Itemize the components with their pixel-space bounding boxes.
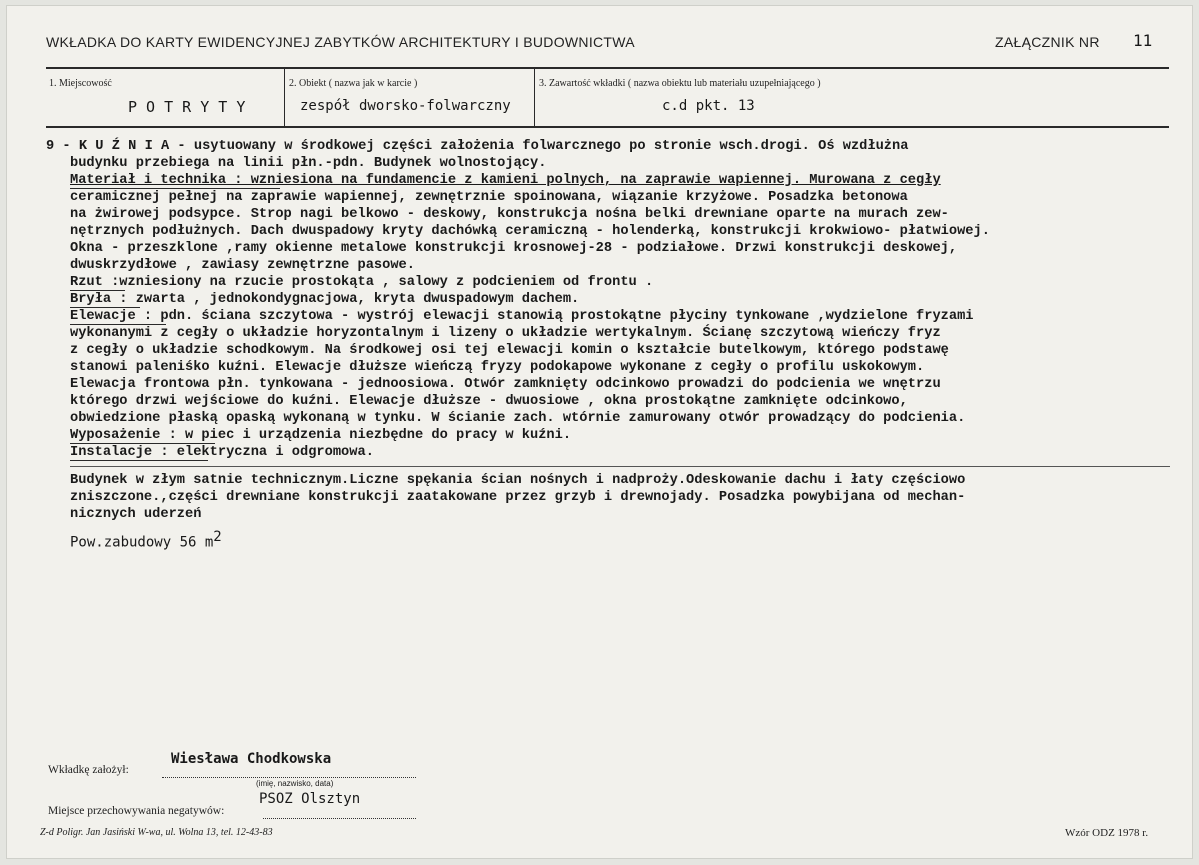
card-title: WKŁADKA DO KARTY EWIDENCYJNEJ ZABYTKÓW ARCHITEKTURY I BUDOWNICTWA bbox=[46, 34, 635, 50]
body-line: Okna - przeszklone ,ramy okienne metalowe konstrukcji krosnowej-28 - podziałowe. Drzwi konstrukcji deskowej, bbox=[70, 241, 958, 256]
body-line-technique: Materiał i technika : wzniesiona na fundamencie z kamieni polnych, na zaprawie wapiennej. Murowana z cegły bbox=[70, 173, 941, 188]
storage-dotted-line bbox=[263, 818, 416, 819]
built-area bbox=[70, 529, 222, 551]
body-line: ceramicznej pełnej na zaprawie wapiennej, zewnętrznie spoinowana, wiązanie krzyżowe. Posadzka betonowa bbox=[70, 190, 908, 205]
header-rule-bottom bbox=[46, 126, 1169, 128]
underline-equipment bbox=[70, 443, 215, 444]
field-3-label: 3. Zawartość wkładki ( nazwa obiektu lub materiału uzupełniającego ) bbox=[539, 78, 821, 89]
body-line-installations: Instalacje : elektryczna i odgromowa. bbox=[70, 445, 374, 460]
field-2-value: zespół dworsko-folwarczny bbox=[300, 98, 511, 114]
body-line-massing: Bryła : zwarta , jednokondygnacjowa, kryta dwuspadowym dachem. bbox=[70, 292, 580, 307]
body-line: którego drzwi wejściowe do kuźni. Elewacje dłuższe - dwuosiowe , okna prostokątne zamknięte odcinkowo, bbox=[70, 394, 908, 409]
body-line-elevations: Elewacje : pdn. ściana szczytowa - wystrój elewacji stanowią prostokątne płyciny tynkowane ,wydzielone fryzami bbox=[70, 309, 974, 324]
body-line-equipment: Wyposażenie : w piec i urządzenia niezbędne do pracy w kuźni. bbox=[70, 428, 572, 443]
record-card bbox=[6, 5, 1193, 859]
body-line: Elewacja frontowa płn. tynkowana - jednoosiowa. Otwór zamknięty odcinkowo prowadzi do podcienia we wnętrzu bbox=[70, 377, 941, 392]
body-line: obwiedzione płaską opaską wykonaną w tynku. W ścianie zach. wtórnie zamurowany otwór prowadzący do podcienia. bbox=[70, 411, 966, 426]
body-line: nętrznych podłużnych. Dach dwuspadowy kryty dachówką ceramiczną - holenderką, konstrukcji krokwiowo- płatwiowej. bbox=[70, 224, 990, 239]
field-1-value: P O T R Y T Y bbox=[128, 98, 246, 116]
attachment-number: 11 bbox=[1133, 31, 1153, 50]
state-line: Budynek w złym satnie technicznym.Liczne spękania ścian nośnych i nadproży.Odeskowanie dachu i łaty częściowo bbox=[70, 473, 966, 488]
underline-installations bbox=[70, 460, 208, 461]
section-divider bbox=[70, 466, 1170, 467]
form-code: Wzór ODZ 1978 r. bbox=[1065, 827, 1149, 839]
author-value: Wiesława Chodkowska bbox=[171, 751, 332, 767]
underline-elevations bbox=[70, 324, 166, 325]
body-line-plan: Rzut :wzniesiony na rzucie prostokąta , salowy z podcieniem od frontu . bbox=[70, 275, 654, 290]
body-line: dwuskrzydłowe , zawiasy zewnętrzne pasowe. bbox=[70, 258, 415, 273]
attachment-label: ZAŁĄCZNIK NR bbox=[995, 34, 1100, 50]
field-2-label: 2. Obiekt ( nazwa jak w karcie ) bbox=[289, 78, 418, 89]
author-label: Wkładkę założył: bbox=[48, 764, 129, 776]
storage-value: PSOZ Olsztyn bbox=[259, 791, 361, 807]
body-line: na żwirowej podsypce. Strop nagi belkowo - deskowy, konstrukcja nośna belki drewniane oparte na murach zew- bbox=[70, 207, 949, 222]
underline-plan bbox=[70, 290, 125, 291]
underline-massing bbox=[70, 307, 140, 308]
field-divider-1 bbox=[284, 69, 285, 126]
header-rule-top bbox=[46, 67, 1169, 69]
body-line: stanowi paleniśko kuźni. Elewacje dłuższe wieńczą fryzy podokapowe wykonane z cegły o profilu uskokowym. bbox=[70, 360, 925, 375]
field-1-label: 1. Miejscowość bbox=[49, 78, 112, 89]
body-line: wykonanymi z cegły o układzie horyzontalnym i lizeny o układzie wertykalnym. Ścianę szczytową wieńczy fryz bbox=[70, 326, 941, 341]
body-line: 9 - K U Ź N I A - usytuowany w środkowej części założenia folwarcznego po stronie wsch.drogi. Oś wzdłużna bbox=[46, 139, 909, 154]
body-line: z cegły o układzie schodkowym. Na środkowej osi tej elewacji komin o kształcie butelkowym, którego podstawę bbox=[70, 343, 949, 358]
state-line: zniszczone.,części drewniane konstrukcji zaatakowane przez grzyb i drewnojady. Posadzka powybijana od mechan- bbox=[70, 490, 966, 505]
underline-technique bbox=[70, 188, 280, 189]
built-area-text: Pow.zabudowy 56 m bbox=[70, 534, 214, 551]
state-line: nicznych uderzeń bbox=[70, 507, 202, 522]
field-divider-2 bbox=[534, 69, 535, 126]
storage-label: Miejsce przechowywania negatywów: bbox=[48, 805, 225, 817]
author-hint: (imię, nazwisko, data) bbox=[256, 779, 334, 788]
author-dotted-line bbox=[162, 777, 416, 778]
body-line: budynku przebiega na linii płn.-pdn. Budynek wolnostojący. bbox=[70, 156, 547, 171]
printer-info: Z-d Poligr. Jan Jasiński W-wa, ul. Wolna 13, tel. 12-43-83 bbox=[40, 827, 273, 838]
built-area-exponent: 2 bbox=[213, 529, 222, 545]
field-3-value: c.d pkt. 13 bbox=[662, 98, 755, 114]
